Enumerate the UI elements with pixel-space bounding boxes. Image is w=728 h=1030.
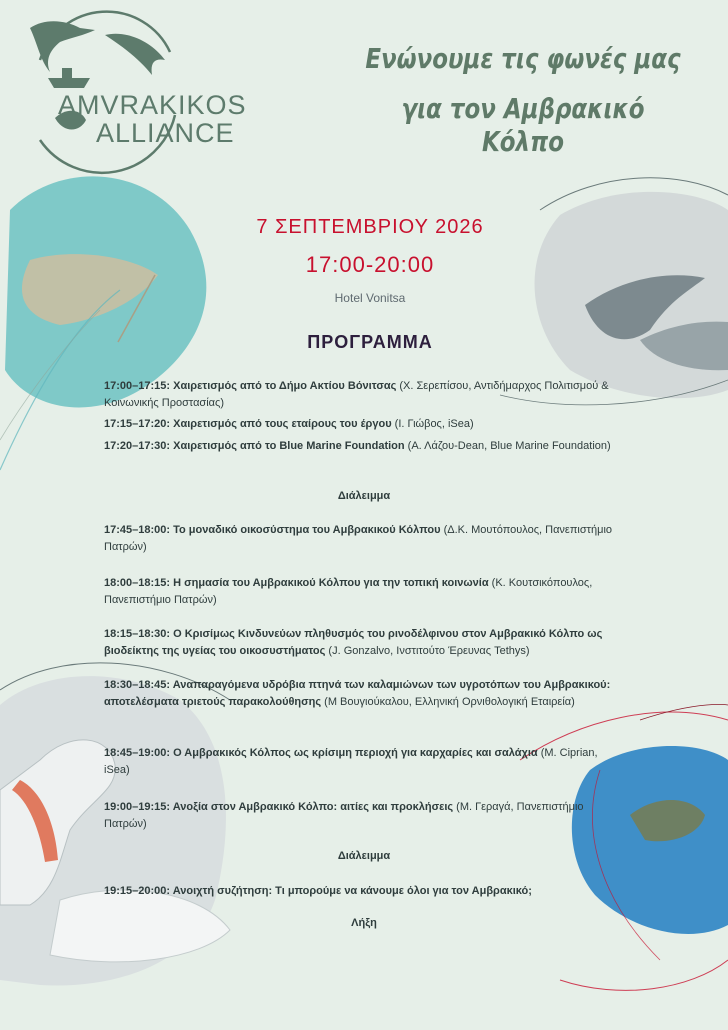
program-item: 18:30–18:45: Αναπαραγόμενα υδρόβια πτηνά των καλαμιώνων των υγροτόπων του Αμβρακικού: αποτελέσματα τριετούς παρακολούθησης (Μ Βουγιούκαλου, Ελληνική Ορνιθολογική Εταιρεία) <box>104 679 611 708</box>
pelican-logo-icon <box>30 21 95 72</box>
program-item: 19:15–20:00: Ανοιχτή συζήτηση: Τι μπορούμε να κάνουμε όλοι για τον Αμβρακικό; <box>104 885 532 897</box>
dolphin-logo-icon <box>105 34 165 75</box>
program-item: 17:20–17:30: Χαιρετισμός από το Blue Marine Foundation (Α. Λάζου-Dean, Blue Marine Foundation) <box>104 440 611 452</box>
program-item: 18:15–18:30: Ο Κρισίμως Κινδυνεύων πληθυσμός του ρινοδέλφινου στον Αμβρακικό Κόλπο ως βιοδείκτης της υγείας του οικοσυστήματος (J. Gonzalvo, Ινστιτούτο Έρευνας Tethys) <box>104 628 603 657</box>
headline-line-2: για τον Αμβρακικό Κόλπο <box>401 92 645 158</box>
headline-line-1: Ενώνουμε τις φωνές μας <box>365 42 681 75</box>
event-time: 17:00-20:00 <box>305 252 435 277</box>
break-label: Διάλειμμα <box>337 490 391 502</box>
event-venue: Hotel Vonitsa <box>334 291 406 305</box>
event-date: 7 ΣΕΠΤΕΜΒΡΙΟΥ 2026 <box>256 216 484 238</box>
logo-text-amvrakikos: AMVRAKIKOS <box>58 90 247 120</box>
program-item: 17:00–17:15: Χαιρετισμός από το Δήμο Ακτίου Βόνιτσας (Χ. Σερεπίσου, Αντιδήμαρχος Πολιτισμού & Κοινωνικής Προστασίας) <box>104 380 609 409</box>
program-item: 17:15–17:20: Χαιρετισμός από τους εταίρους του έργου (Ι. Γιώβος, iSea) <box>104 418 474 430</box>
program-item: 18:45–19:00: Ο Αμβρακικός Κόλπος ως κρίσιμη περιοχή για καρχαρίες και σαλάχια (Μ. Ciprian, iSea) <box>104 747 598 776</box>
logo-text-alliance: ALLIANCE <box>96 118 235 148</box>
boat-logo-icon <box>48 78 90 88</box>
break-label-2: Διάλειμμα <box>337 850 391 862</box>
program-item: 18:00–18:15: Η σημασία του Αμβρακικού Κόλπου για την τοπική κοινωνία (Κ. Κουτσικόπουλος, Πανεπιστήμιο Πατρών) <box>104 577 593 606</box>
program-item: 19:00–19:15: Ανοξία στον Αμβρακικό Κόλπο: αιτίες και προκλήσεις (Μ. Γεραγά, Πανεπιστήμιο Πατρών) <box>104 801 584 830</box>
program-title: ΠΡΟΓΡΑΜΜΑ <box>307 332 433 352</box>
program-item: 17:45–18:00: Το μοναδικό οικοσύστημα του Αμβρακικού Κόλπου (Δ.Κ. Μουτόπουλος, Πανεπιστήμιο Πατρών) <box>104 524 613 553</box>
end-label: Λήξη <box>351 917 377 929</box>
